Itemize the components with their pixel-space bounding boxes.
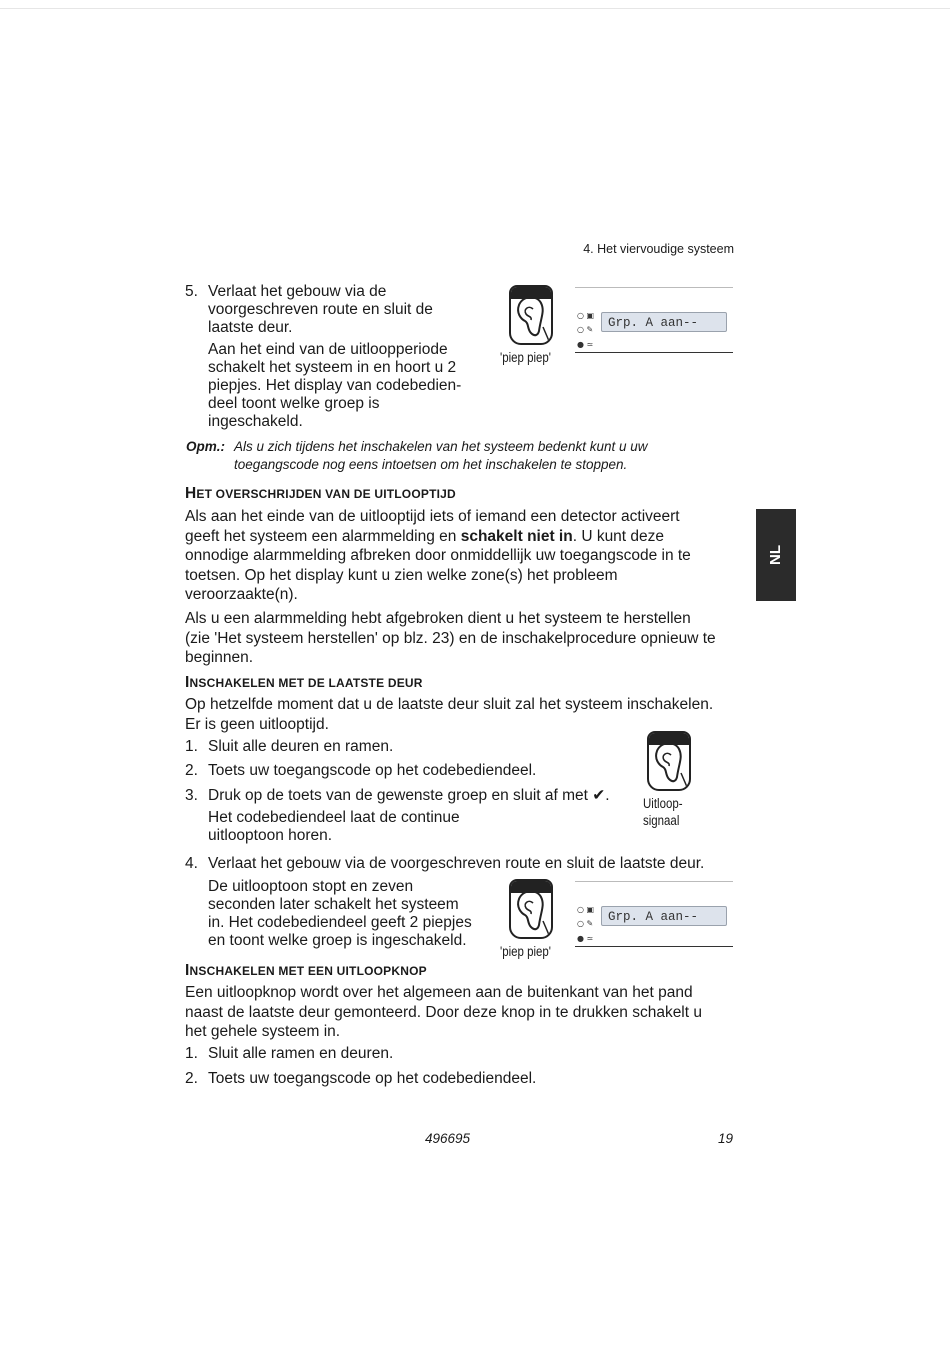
step-text: Druk op de toets van de gewenste groep en sluit af met ✔. — [208, 787, 610, 804]
sound-caption: 'piep piep' — [500, 350, 551, 365]
note-label: Opm.: — [186, 439, 225, 454]
language-tab-label: NL — [767, 545, 784, 565]
note — [186, 438, 746, 472]
step5-text — [208, 283, 488, 337]
text-line: Uitloop- — [643, 796, 683, 811]
section2-intro — [185, 695, 745, 734]
step-number: 1. — [185, 738, 198, 755]
text-line: onnodige alarmmelding afbreken door onmiddellijk uw toegangscode in te — [185, 547, 691, 564]
heading-rest: NSCHAKELEN MET DE LAATSTE DEUR — [189, 676, 423, 690]
text-line: Als u een alarmmelding hebt afgebroken dient u het systeem te herstellen — [185, 610, 691, 627]
text-span: geeft het systeem een alarmmelding en — [185, 527, 461, 545]
step5-detail — [208, 341, 498, 431]
step-text: Verlaat het gebouw via de voorgeschreven route en sluit de laatste deur. — [208, 855, 705, 872]
ear-icon — [509, 879, 553, 939]
section-heading — [185, 962, 427, 980]
display-bottom-line — [575, 352, 733, 353]
heading-initial: I — [185, 674, 190, 691]
power-led-icon: ○ ▣ — [577, 905, 595, 914]
text-line: Als u zich tijdens het inschakelen van het systeem bedenkt kunt u uw — [234, 439, 648, 454]
document-number: 496695 — [425, 1131, 471, 1146]
lcd-screen: Grp. A aan-- — [601, 906, 727, 926]
text-line — [185, 527, 745, 547]
text-line: veroorzaakte(n). — [185, 586, 298, 603]
step-text: Sluit alle ramen en deuren. — [208, 1045, 394, 1062]
step-number: 3. — [185, 787, 198, 804]
tamper-led-icon: ○ ✎ — [577, 919, 594, 928]
text-line: in. Het codebediendeel geeft 2 piepjes — [208, 914, 472, 931]
text-line: laatste deur. — [208, 319, 293, 336]
text-line: beginnen. — [185, 649, 254, 666]
chapter-header: 4. Het viervoudige systeem — [583, 242, 734, 256]
section1-para1 — [185, 507, 745, 605]
step4-detail — [208, 878, 508, 950]
text-line: ingeschakeld. — [208, 413, 303, 430]
text-line: Aan het eind van de uitloopperiode — [208, 341, 448, 358]
section-heading — [185, 674, 423, 692]
text-line: Verlaat het gebouw via de — [208, 283, 387, 300]
text-line: naast de laatste deur gemonteerd. Door deze knop in te drukken schakelt u — [185, 1003, 702, 1021]
note-body — [234, 438, 734, 474]
display-bottom-line — [575, 946, 733, 947]
ear-icon — [509, 285, 553, 345]
step-number: 2. — [185, 762, 198, 779]
text-line: De uitlooptoon stopt en zeven — [208, 878, 414, 895]
text-line: toetsen. Op het display kunt u zien welke zone(s) het probleem — [185, 566, 618, 584]
text-line: Als aan het einde van de uitlooptijd iets of iemand een detector activeert — [185, 508, 680, 525]
keypad-display — [575, 881, 733, 947]
sound-caption: 'piep piep' — [500, 944, 551, 959]
text-line: uitlooptoon horen. — [208, 827, 333, 844]
step-number: 5. — [185, 283, 198, 300]
step-number: 4. — [185, 855, 198, 872]
step3-detail — [208, 809, 508, 845]
section1-para2 — [185, 609, 745, 668]
text-line: en toont welke groep is ingeschakeld. — [208, 932, 467, 949]
heading-initial: I — [185, 962, 190, 979]
text-line: het gehele systeem in. — [185, 1023, 341, 1040]
text-line: piepjes. Het display van codebedien- — [208, 377, 462, 394]
text-line: Een uitloopknop wordt over het algemeen aan de buitenkant van het pand — [185, 984, 693, 1001]
text-line: seconden later schakelt het systeem — [208, 896, 459, 913]
sound-caption — [643, 795, 683, 829]
tamper-led-icon: ○ ✎ — [577, 325, 594, 334]
step-number: 2. — [185, 1070, 198, 1087]
bold-text: schakelt niet in — [460, 527, 573, 545]
keypad-display — [575, 287, 733, 353]
page-number: 19 — [717, 1131, 733, 1146]
step-text: Toets uw toegangscode op het codebediendeel. — [208, 762, 537, 779]
text-line: schakelt het systeem in en hoort u 2 — [208, 359, 457, 376]
text-line: voorgeschreven route en sluit de — [208, 301, 433, 318]
step-text: Toets uw toegangscode op het codebediendeel. — [208, 1070, 537, 1087]
heading-rest: ET OVERSCHRIJDEN VAN DE UITLOOPTIJD — [196, 487, 456, 501]
text-line: Het codebediendeel laat de continue — [208, 809, 460, 826]
language-tab — [756, 509, 796, 601]
text-span: . U kunt deze — [572, 527, 665, 545]
text-line: toegangscode nog eens intoetsen om het inschakelen te stoppen. — [234, 457, 628, 472]
section-heading — [185, 485, 456, 503]
text-line: deel toont welke groep is — [208, 395, 380, 412]
display-top-line — [575, 287, 733, 288]
text-line: (zie 'Het systeem herstellen' op blz. 23) en de inschakelprocedure opnieuw te — [185, 629, 716, 647]
power-led-icon: ○ ▣ — [577, 311, 595, 320]
lcd-screen: Grp. A aan-- — [601, 312, 727, 332]
text-line: signaal — [643, 813, 680, 828]
text-line: Er is geen uitlooptijd. — [185, 715, 329, 733]
text-line: Op hetzelfde moment dat u de laatste deur sluit zal het systeem inschakelen. — [185, 696, 714, 713]
ear-icon — [647, 731, 691, 791]
top-edge-line — [0, 8, 950, 9]
heading-initial: H — [185, 485, 197, 502]
step-number: 1. — [185, 1045, 198, 1062]
mains-led-icon: ● ≃ — [577, 934, 594, 943]
section3-intro — [185, 983, 745, 1042]
display-top-line — [575, 881, 733, 882]
step-text: Sluit alle deuren en ramen. — [208, 738, 394, 755]
heading-rest: NSCHAKELEN MET EEN UITLOOPKNOP — [189, 964, 427, 978]
mains-led-icon: ● ≃ — [577, 340, 594, 349]
